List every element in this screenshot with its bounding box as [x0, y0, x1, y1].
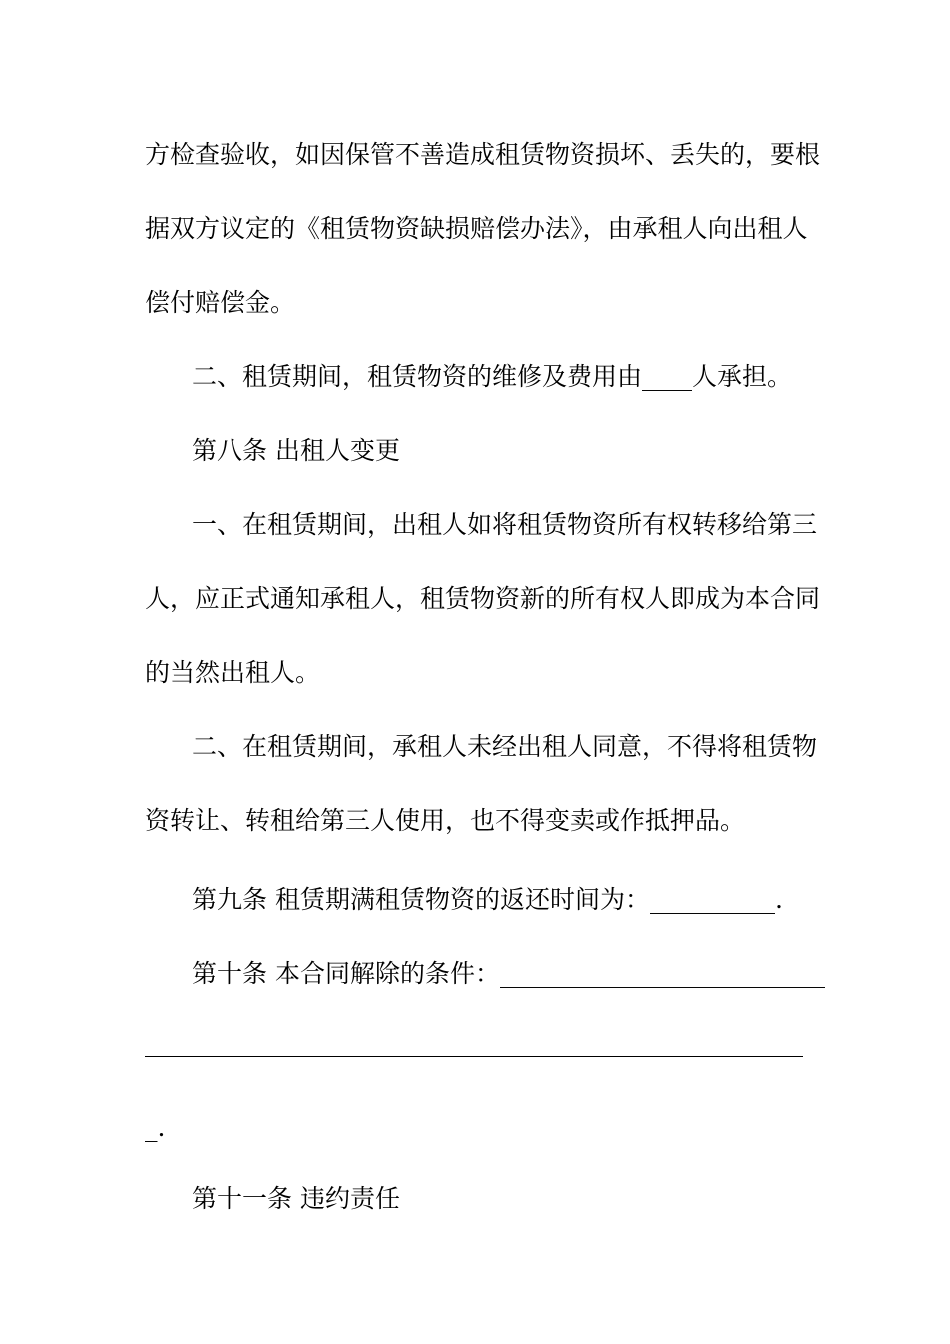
article-heading: 第九条 租赁期满租赁物资的返还时间为：__________. — [192, 885, 783, 914]
paragraph-line: 的当然出租人。 — [145, 658, 321, 687]
paragraph-line: _. — [145, 1113, 166, 1142]
article-heading: 第十条 本合同解除的条件：__________________________ — [192, 959, 825, 988]
paragraph-line: 二、在租赁期间，承租人未经出租人同意，不得将租赁物 — [192, 732, 818, 761]
article-heading: 第十一条 违约责任 — [192, 1184, 400, 1213]
paragraph-line: 一、在租赁期间，出租人如将租赁物资所有权转移给第三 — [192, 510, 818, 539]
paragraph-line: 偿付赔偿金。 — [145, 288, 296, 317]
paragraph-line: 据双方议定的《租赁物资缺损赔偿办法》，由承租人向出租人 — [145, 214, 808, 243]
paragraph-line: 资转让、转租给第三人使用，也不得变卖或作抵押品。 — [145, 806, 746, 835]
paragraph-line: 二、租赁期间，租赁物资的维修及费用由____人承担。 — [192, 362, 793, 391]
fill-in-blank-line — [145, 1056, 803, 1057]
article-heading: 第八条 出租人变更 — [192, 436, 400, 465]
paragraph-line: 方检查验收，如因保管不善造成租赁物资损坏、丢失的，要根 — [145, 140, 821, 169]
paragraph-line: 人，应正式通知承租人，租赁物资新的所有权人即成为本合同 — [145, 584, 821, 613]
